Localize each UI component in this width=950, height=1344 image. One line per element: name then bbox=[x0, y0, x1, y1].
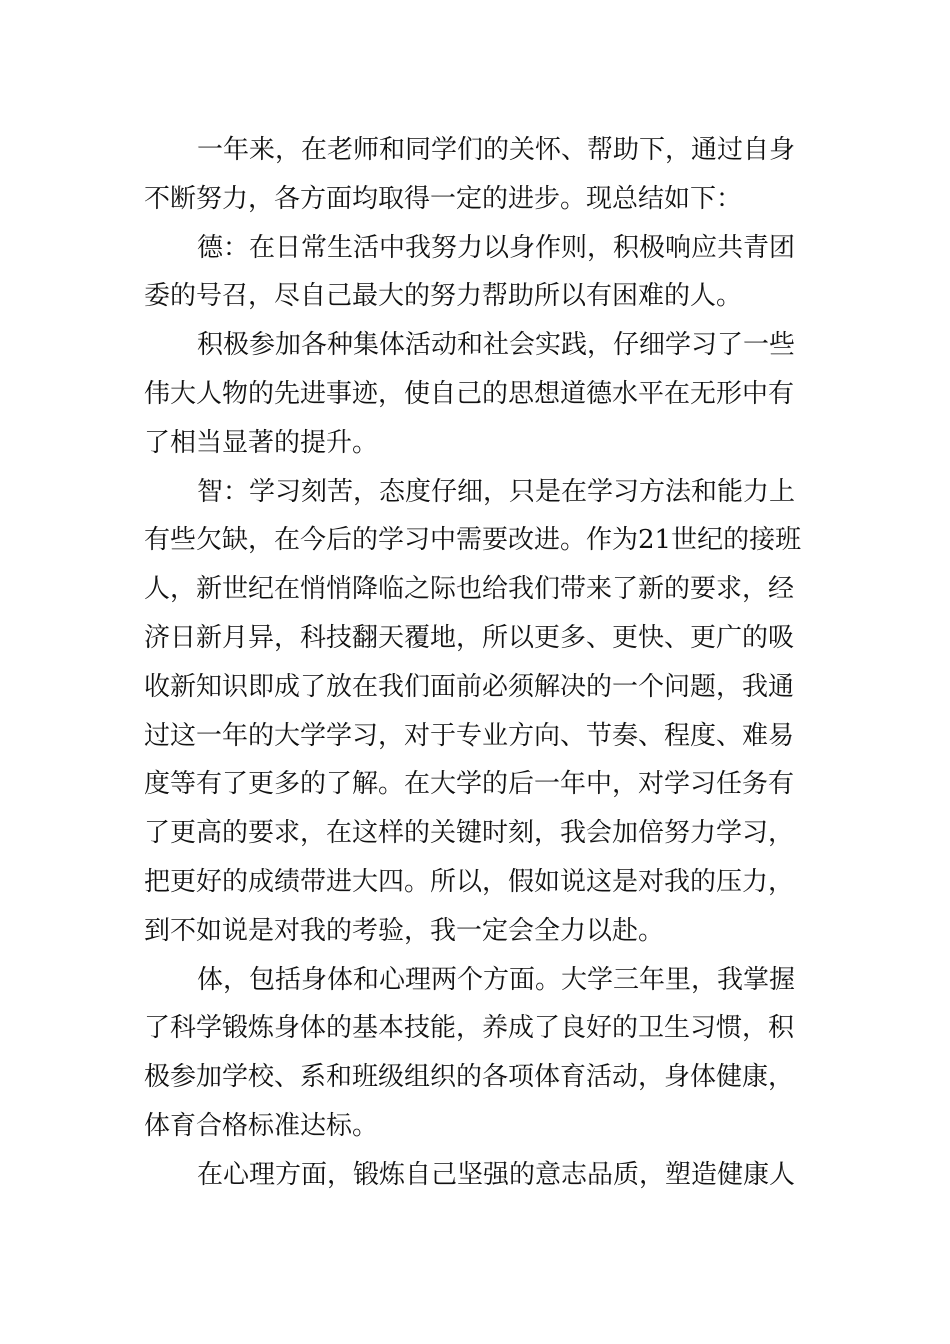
text-line: 有些欠缺，在今后的学习中需要改进。作为21世纪的接班 bbox=[144, 525, 802, 556]
text-line: 了更高的要求，在这样的关键时刻，我会加倍努力学习， bbox=[144, 818, 795, 849]
text-line: 到不如说是对我的考验，我一定会全力以赴。 bbox=[144, 915, 665, 946]
text-line: 济日新月异，科技翻天覆地，所以更多、更快、更广的吸 bbox=[144, 622, 795, 653]
text-line: 人，新世纪在悄悄降临之际也给我们带来了新的要求，经 bbox=[144, 574, 795, 605]
text-line: 把更好的成绩带进大四。所以，假如说这是对我的压力， bbox=[144, 866, 795, 897]
text-line: 度等有了更多的了解。在大学的后一年中，对学习任务有 bbox=[144, 769, 795, 800]
text-line: 在心理方面，锻炼自己坚强的意志品质，塑造健康人 bbox=[197, 1159, 796, 1190]
text-line: 收新知识即成了放在我们面前必须解决的一个问题，我通 bbox=[144, 671, 795, 702]
text-line: 智：学习刻苦，态度仔细，只是在学习方法和能力上 bbox=[197, 476, 796, 507]
text-line: 了相当显著的提升。 bbox=[144, 427, 379, 458]
text-line: 一年来，在老师和同学们的关怀、帮助下，通过自身 bbox=[197, 135, 796, 165]
text-line: 体，包括身体和心理两个方面。大学三年里，我掌握 bbox=[197, 964, 796, 995]
text-line: 伟大人物的先进事迹，使自己的思想道德水平在无形中有 bbox=[144, 378, 795, 409]
text-line: 过这一年的大学学习，对于专业方向、节奏、程度、难易 bbox=[144, 720, 795, 751]
body-text bbox=[144, 126, 809, 1200]
text-line: 了科学锻炼身体的基本技能，养成了良好的卫生习惯，积 bbox=[144, 1013, 795, 1044]
text-line: 极参加学校、系和班级组织的各项体育活动，身体健康， bbox=[144, 1062, 795, 1093]
text-line: 委的号召，尽自己最大的努力帮助所以有困难的人。 bbox=[144, 281, 743, 312]
text-line: 德：在日常生活中我努力以身作则，积极响应共青团 bbox=[197, 232, 796, 263]
text-line: 不断努力，各方面均取得一定的进步。现总结如下： bbox=[144, 183, 743, 214]
text-line: 体育合格标准达标。 bbox=[144, 1110, 379, 1141]
text-line: 积极参加各种集体活动和社会实践，仔细学习了一些 bbox=[197, 330, 796, 361]
